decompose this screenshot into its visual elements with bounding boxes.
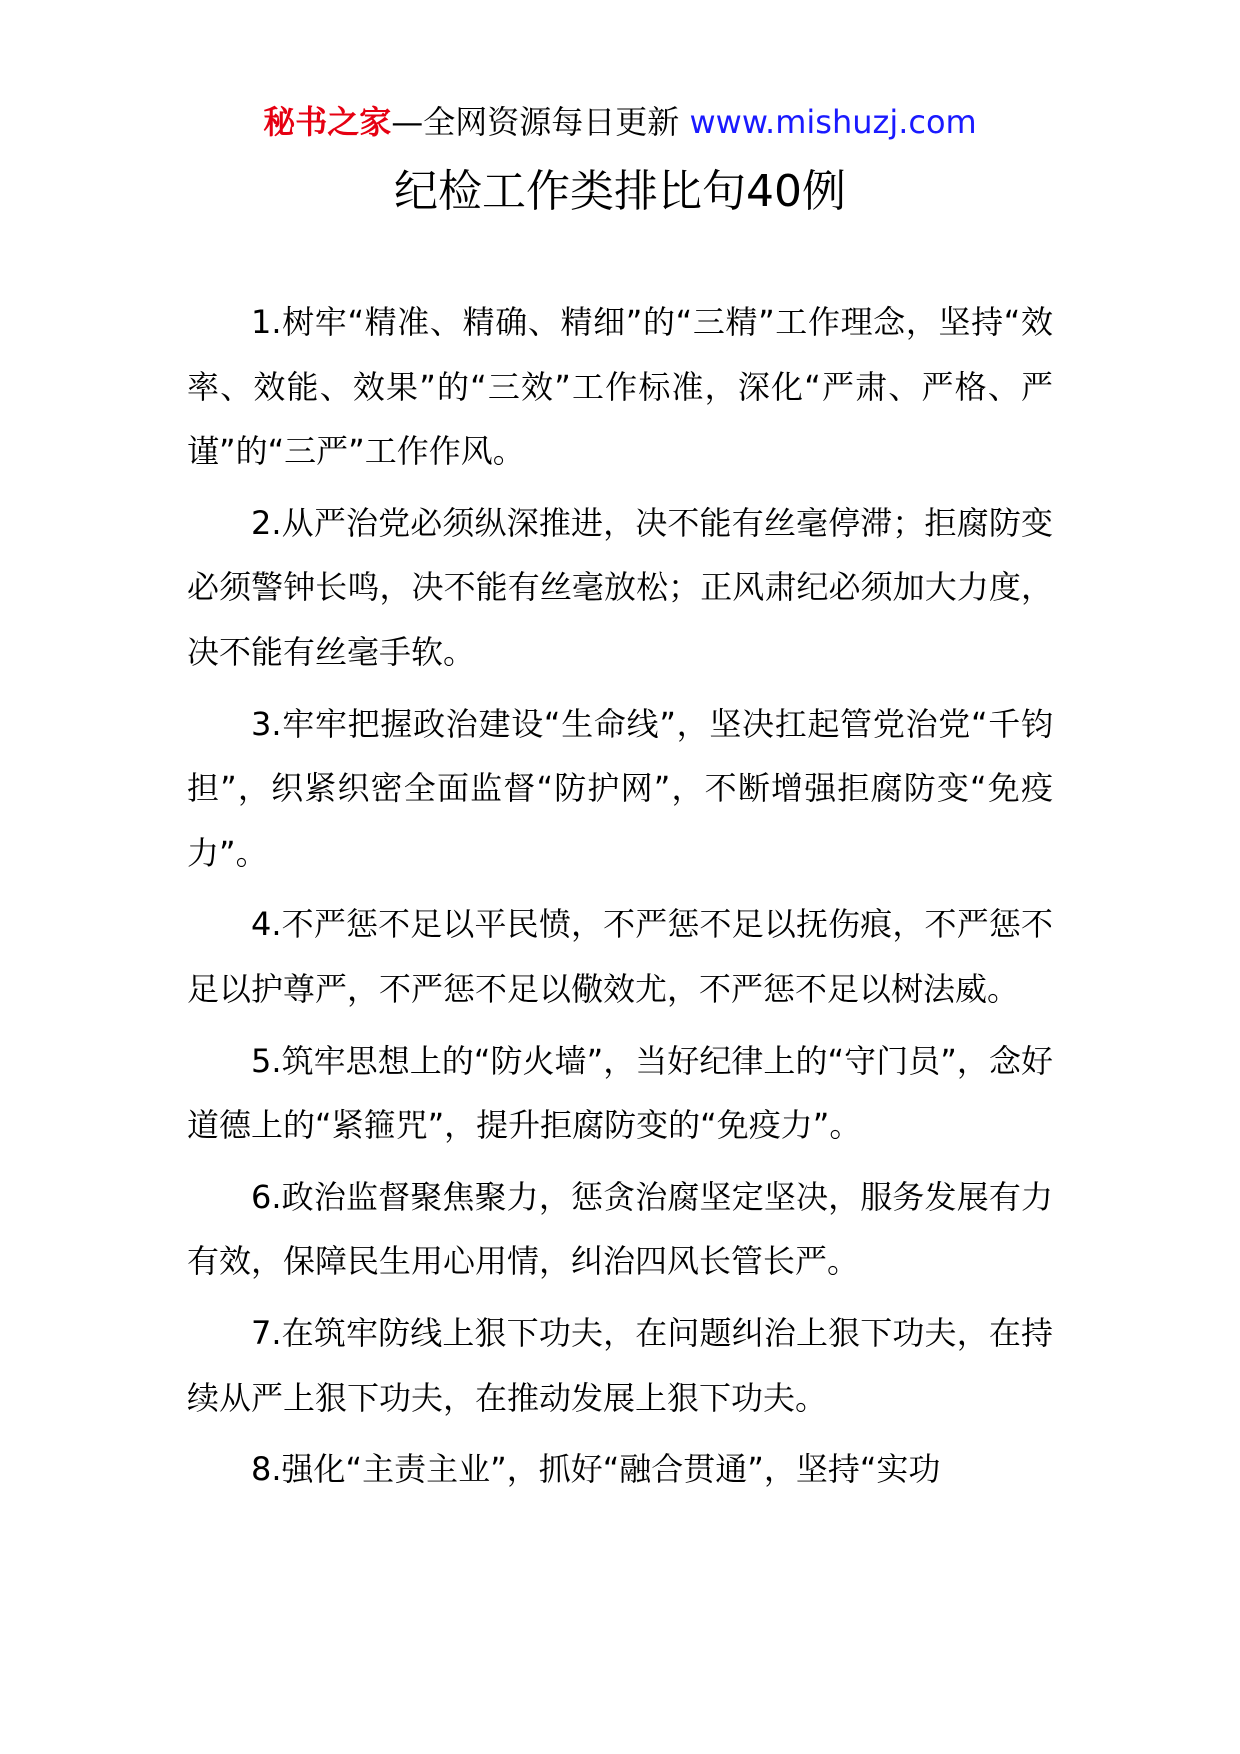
site-slogan: —全网资源每日更新 (391, 103, 680, 141)
brand-name: 秘书之家 (263, 103, 392, 141)
site-header (0, 100, 1240, 144)
paragraph-4: 4.不严惩不足以平民愤，不严惩不足以抚伤痕，不严惩不足以护尊严，不严惩不足以儆效尤，不严惩不足以树法威。 (187, 905, 1053, 1008)
paragraph-6: 6.政治监督聚焦聚力，惩贪治腐坚定坚决，服务发展有力有效，保障民生用心用情，纠治四风长管长严。 (187, 1177, 1053, 1281)
paragraph-7: 7.在筑牢防线上狠下功夫，在问题纠治上狠下功夫，在持续从严上狠下功夫，在推动发展上狠下功夫。 (187, 1313, 1053, 1417)
paragraph-8: 8.强化“主责主业”，抓好“融合贯通”，坚持“实功 (251, 1450, 941, 1489)
document-body (187, 290, 1053, 1509)
paragraph-5: 5.筑牢思想上的“防火墙”，当好纪律上的“守门员”，念好道德上的“紧箍咒”，提升拒腐防变的“免疫力”。 (187, 1041, 1053, 1145)
paragraph-1: 1.树牢“精准、精确、精细”的“三精”工作理念，坚持“效率、效能、效果”的“三效”工作标准，深化“严肃、严格、严谨”的“三严”工作作风。 (187, 303, 1053, 471)
paragraph-2: 2.从严治党必须纵深推进，决不能有丝毫停滞；拒腐防变必须警钟长鸣，决不能有丝毫放松；正风肃纪必须加大力度，决不能有丝毫手软。 (187, 503, 1053, 671)
paragraph-3: 3.牢牢把握政治建设“生命线”，坚决扛起管党治党“千钧担”，织紧织密全面监督“防护网”，不断增强拒腐防变“免疫力”。 (187, 704, 1053, 872)
document-title: 纪检工作类排比句40例 (394, 166, 846, 217)
site-url-link[interactable]: www.mishuzj.com (689, 103, 977, 141)
